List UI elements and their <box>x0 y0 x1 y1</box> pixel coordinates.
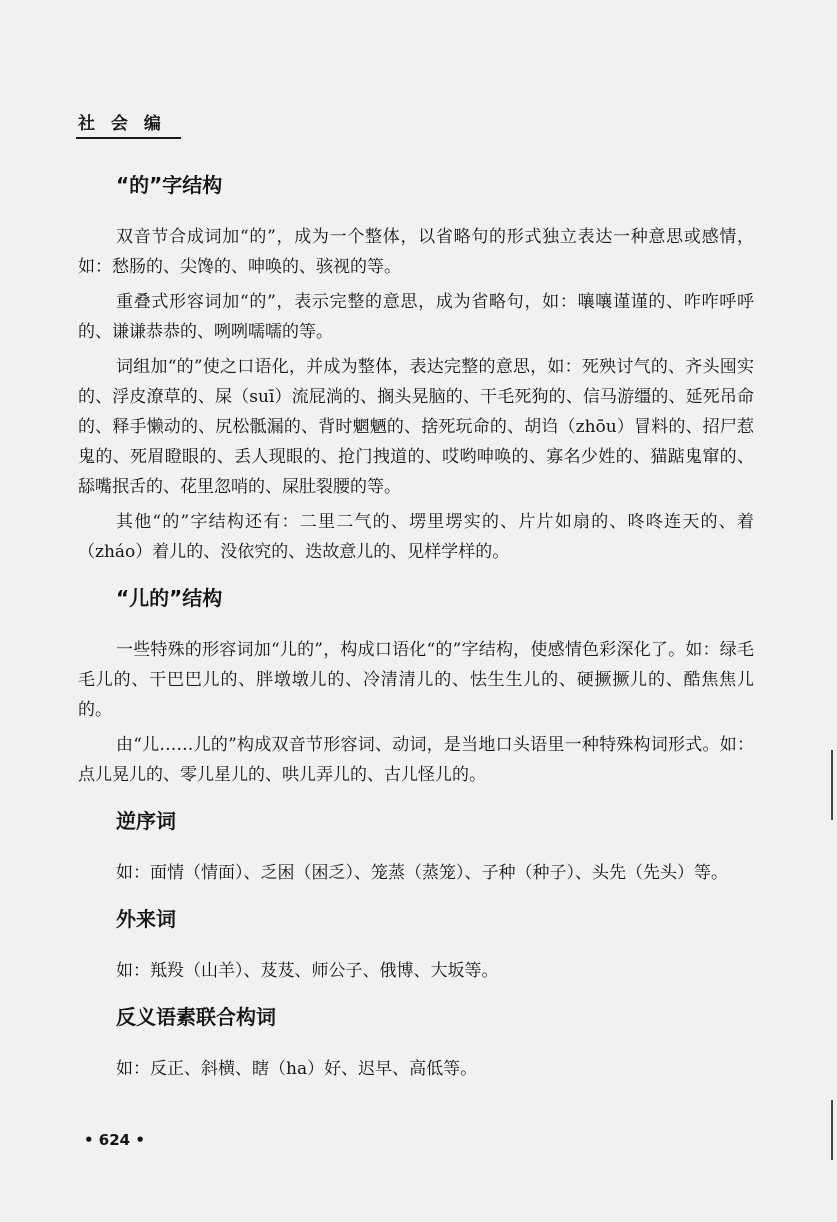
body-paragraph: 由“儿……儿的”构成双音节形容词、动词，是当地口头语里一种特殊构词形式。如：点儿晃儿的、零儿星儿的、哄儿弄儿的、古儿怪儿的。 <box>78 735 754 785</box>
body-paragraph: 词组加“的”使之口语化，并成为整体，表达完整的意思，如：死殃讨气的、齐头囤实的、浮皮潦草的、屎（suī）流屁淌的、搁头晃脑的、干毛死狗的、信马游缰的、延死吊命的、释手懒动的、尻松骶漏的、背时魍魉的、捨死玩命的、胡诌（zhōu）冒料的、招尸惹鬼的、死眉瞪眼的、丢人现眼的、抢门拽道的、哎哟呻唤的、寡名少姓的、猫踮鬼窜的、舔嘴抿舌的、花里忽哨的、屎肚裂腰的等。 <box>78 357 754 497</box>
section-heading: 外来词 <box>116 907 176 931</box>
page-number: • 624 • <box>84 1131 145 1149</box>
body-paragraph: 如：羝羖（山羊）、芨芨、师公子、俄博、大坂等。 <box>116 961 499 981</box>
scan-edge-mark <box>831 750 833 820</box>
section-heading: “儿的”结构 <box>116 586 223 610</box>
body-paragraph: 重叠式形容词加“的”，表示完整的意思，成为省略句，如：嚷嚷谨谨的、咋咋呼呼的、谦谦恭恭的、咧咧嚅嚅的等。 <box>78 292 754 342</box>
header-rule <box>76 137 181 139</box>
body-paragraph: 一些特殊的形容词加“儿的”，构成口语化“的”字结构，使感情色彩深化了。如：绿毛毛儿的、干巴巴儿的、胖墩墩儿的、冷清清儿的、怯生生儿的、硬撅撅儿的、酷焦焦儿的。 <box>78 640 754 720</box>
running-header: 社 会 编 <box>78 114 166 134</box>
section-heading: “的”字结构 <box>116 173 223 197</box>
section-heading: 逆序词 <box>116 809 176 833</box>
page-body <box>78 168 754 1084</box>
body-paragraph: 双音节合成词加“的”，成为一个整体，以省略句的形式独立表达一种意思或感情，如：愁肠的、尖馋的、呻唤的、骇视的等。 <box>78 227 754 277</box>
body-paragraph: 如：面情（情面）、乏困（困乏）、笼蒸（蒸笼）、子种（种子）、头先（先头）等。 <box>116 863 728 883</box>
body-paragraph: 如：反正、斜横、瞎（ha）好、迟早、高低等。 <box>116 1059 478 1079</box>
body-paragraph: 其他“的”字结构还有：二里二气的、塄里塄实的、片片如扇的、咚咚连天的、着（zháo）着儿的、没依究的、迭故意儿的、见样学样的。 <box>78 512 754 562</box>
scan-edge-mark <box>831 1100 833 1160</box>
section-heading: 反义语素联合构词 <box>116 1005 276 1029</box>
